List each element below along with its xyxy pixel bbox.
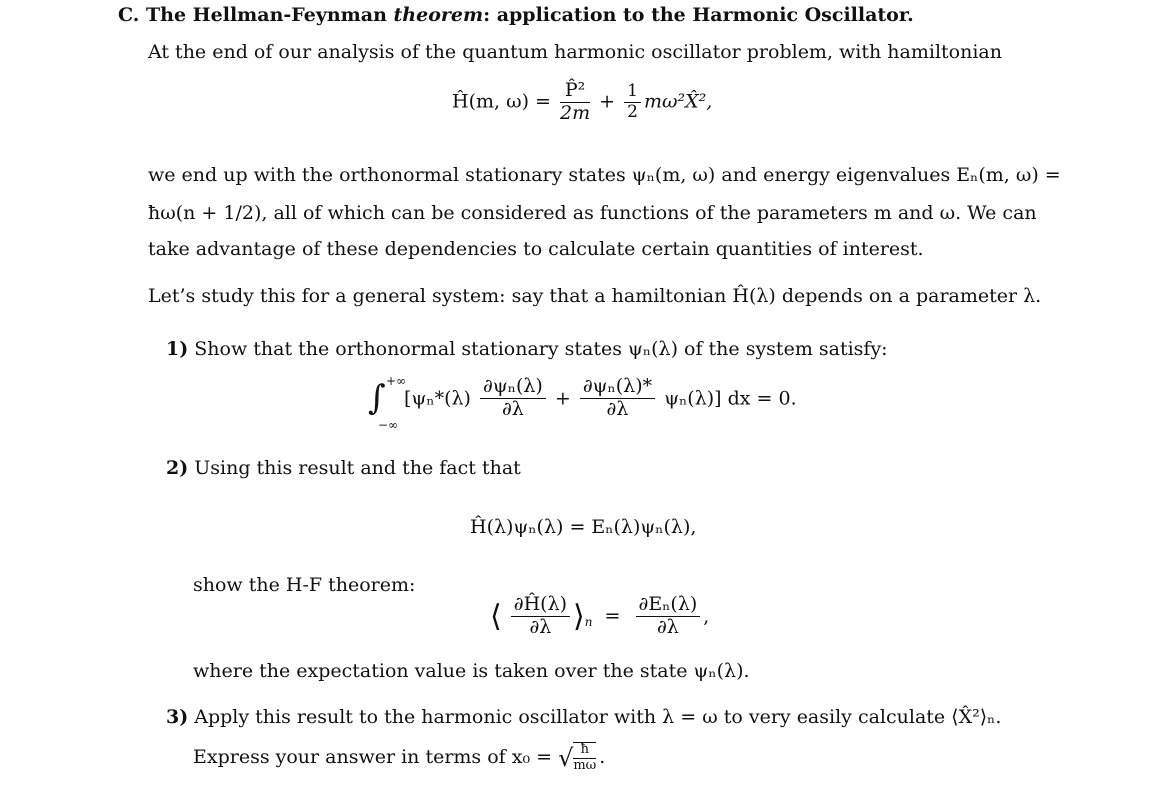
question-1-number: 1)	[166, 338, 189, 360]
integral-plus: +	[554, 387, 571, 410]
paragraph-line-2: ħω(n + 1/2), all of which can be considered as functions of the parameters m and ω. We can	[148, 202, 1037, 224]
frac-numerator: ∂ψₙ(λ)*	[580, 376, 655, 399]
hamiltonian-equation	[452, 80, 712, 125]
question-3-text: Apply this result to the harmonic oscillator with λ = ω to very easily calculate ⟨X̂²⟩ₙ.	[194, 706, 1002, 728]
heading-title-b: theorem	[393, 4, 484, 26]
integral-open: [ψₙ*(λ)	[404, 387, 471, 410]
where-line: where the expectation value is taken over the state ψₙ(λ).	[193, 660, 750, 682]
general-line: Let’s study this for a general system: say that a hamiltonian Ĥ(λ) depends on a parameter λ.	[148, 285, 1042, 307]
hamiltonian-frac-half	[624, 82, 641, 122]
frac-numerator: P̂²	[560, 80, 590, 103]
frac-numerator: ∂Ĥ(λ)	[511, 594, 570, 617]
hf-rangle: ⟩	[573, 598, 585, 634]
question-1	[166, 338, 888, 360]
hf-frac-1	[511, 594, 570, 639]
eigen-equation: Ĥ(λ)ψₙ(λ) = Eₙ(λ)ψₙ(λ),	[470, 516, 697, 538]
question-3	[166, 706, 1001, 728]
integral-sign: ∫	[368, 378, 386, 419]
heading-title-c: : application to the Harmonic Oscillator.	[483, 4, 914, 26]
question-3-express: Express your answer in terms of x₀ =	[193, 745, 553, 768]
question-2	[166, 457, 521, 479]
integral-frac-2	[580, 376, 655, 421]
sqrt-frac	[573, 742, 596, 774]
integral-close: ψₙ(λ)] dx = 0.	[664, 387, 797, 410]
integral-frac-1	[480, 376, 546, 421]
frac-denominator: ∂λ	[529, 615, 552, 638]
frac-denominator: 2	[627, 101, 638, 122]
question-1-text: Show that the orthonormal stationary states ψₙ(λ) of the system satisfy:	[194, 338, 888, 360]
intro-line: At the end of our analysis of the quantum harmonic oscillator problem, with hamiltonian	[148, 41, 1002, 63]
paragraph-line-1: we end up with the orthonormal stationary states ψₙ(m, ω) and energy eigenvalues Eₙ(m, ω) =	[148, 164, 1061, 186]
section-heading	[118, 4, 914, 26]
question-2-number: 2)	[166, 457, 189, 479]
integral-lower: −∞	[378, 418, 399, 433]
hamiltonian-tail: mω²X̂²,	[643, 90, 713, 113]
hf-equals: =	[604, 605, 621, 628]
hamiltonian-lhs: Ĥ(m, ω) =	[452, 90, 551, 113]
frac-numerator: ħ	[573, 743, 596, 759]
heading-title-a: The Hellman-Feynman	[146, 4, 394, 26]
frac-denominator: ∂λ	[501, 397, 524, 420]
section-label: C.	[118, 4, 140, 26]
show-hf-line: show the H-F theorem:	[193, 574, 416, 596]
hamiltonian-plus: +	[599, 90, 616, 113]
hf-langle: ⟨	[490, 598, 502, 634]
integral-equation	[368, 374, 797, 433]
frac-numerator: ∂ψₙ(λ)	[480, 376, 546, 399]
question-3-line-2	[193, 742, 605, 774]
frac-denominator: ∂λ	[656, 615, 679, 638]
sqrt-sign: √	[558, 743, 574, 772]
question-3-period: .	[599, 745, 606, 768]
hf-subscript: n	[584, 615, 593, 630]
hamiltonian-frac-p	[560, 80, 590, 125]
integral-upper: +∞	[386, 374, 407, 389]
hf-frac-2	[636, 594, 701, 639]
hf-equation	[490, 594, 709, 639]
frac-denominator: 2m	[560, 101, 591, 124]
question-3-number: 3)	[166, 706, 189, 728]
frac-numerator: 1	[624, 82, 641, 103]
paragraph-line-3: take advantage of these dependencies to calculate certain quantities of interest.	[148, 238, 924, 260]
frac-denominator: ∂λ	[606, 397, 629, 420]
frac-numerator: ∂Eₙ(λ)	[636, 594, 701, 617]
question-2-text: Using this result and the fact that	[194, 457, 521, 479]
frac-denominator: mω	[573, 757, 597, 773]
hf-comma: ,	[703, 605, 710, 628]
